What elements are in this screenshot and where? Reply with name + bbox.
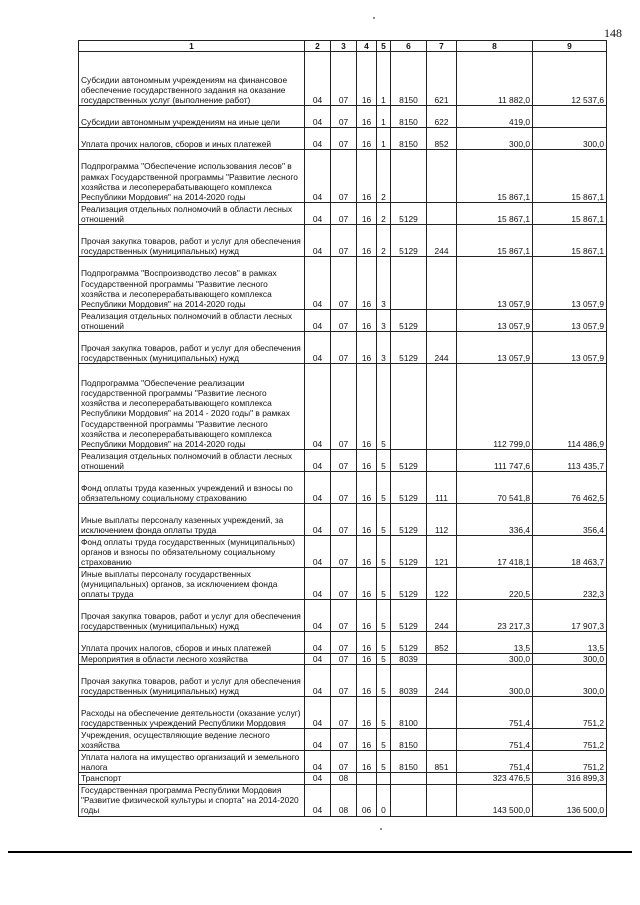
amount-cell: 220,5 — [457, 568, 533, 600]
row-name: Реализация отдельных полномочий в области лесных отношений — [79, 450, 305, 472]
code-cell: 8150 — [391, 729, 427, 751]
code-cell: 16 — [357, 150, 377, 203]
table-row — [79, 203, 607, 225]
code-cell: 8039 — [391, 665, 427, 697]
code-cell: 1 — [377, 52, 391, 106]
code-cell: 621 — [427, 52, 457, 106]
amount-cell: 15 867,1 — [533, 203, 607, 225]
amount-cell: 13 057,9 — [457, 310, 533, 332]
code-cell: 112 — [427, 504, 457, 536]
table-row — [79, 225, 607, 257]
amount-cell: 143 500,0 — [457, 784, 533, 816]
code-cell — [391, 773, 427, 784]
code-cell: 07 — [331, 654, 357, 665]
code-cell: 04 — [305, 106, 331, 128]
budget-table — [78, 40, 607, 817]
column-header: 2 — [305, 41, 331, 52]
code-cell: 5 — [377, 654, 391, 665]
code-cell: 5129 — [391, 600, 427, 632]
row-name: Мероприятия в области лесного хозяйства — [79, 654, 305, 665]
code-cell: 04 — [305, 257, 331, 310]
code-cell — [391, 784, 427, 816]
column-header: 5 — [377, 41, 391, 52]
table-row — [79, 632, 607, 654]
row-name: Реализация отдельных полномочий в области лесных отношений — [79, 203, 305, 225]
code-cell — [427, 364, 457, 450]
code-cell: 07 — [331, 568, 357, 600]
code-cell: 16 — [357, 52, 377, 106]
code-cell: 04 — [305, 225, 331, 257]
table-row — [79, 364, 607, 450]
code-cell — [427, 697, 457, 729]
code-cell: 07 — [331, 310, 357, 332]
amount-cell: 17 907,3 — [533, 600, 607, 632]
code-cell: 8039 — [391, 654, 427, 665]
amount-cell: 751,4 — [457, 751, 533, 773]
code-cell: 07 — [331, 106, 357, 128]
code-cell: 5129 — [391, 332, 427, 364]
scan-speck — [380, 828, 382, 830]
amount-cell: 300,0 — [457, 654, 533, 665]
row-name: Прочая закупка товаров, работ и услуг для обеспечения государственных (муниципальных) нужд — [79, 225, 305, 257]
amount-cell: 13 057,9 — [457, 332, 533, 364]
row-name: Государственная программа Республики Мордовия "Развитие физической культуры и спорта" на 2014-2020 годы — [79, 784, 305, 816]
code-cell: 04 — [305, 52, 331, 106]
code-cell: 8150 — [391, 106, 427, 128]
amount-cell: 15 867,1 — [533, 150, 607, 203]
code-cell: 08 — [331, 784, 357, 816]
amount-cell: 300,0 — [533, 128, 607, 150]
amount-cell: 300,0 — [533, 654, 607, 665]
row-name: Уплата прочих налогов, сборов и иных платежей — [79, 632, 305, 654]
amount-cell: 70 541,8 — [457, 472, 533, 504]
code-cell: 04 — [305, 784, 331, 816]
amount-cell: 15 867,1 — [457, 203, 533, 225]
table-row — [79, 654, 607, 665]
amount-cell — [533, 106, 607, 128]
code-cell: 07 — [331, 450, 357, 472]
code-cell — [357, 773, 377, 784]
code-cell: 5 — [377, 600, 391, 632]
amount-cell: 751,2 — [533, 697, 607, 729]
code-cell: 111 — [427, 472, 457, 504]
table-row — [79, 665, 607, 697]
code-cell — [427, 257, 457, 310]
code-cell: 04 — [305, 150, 331, 203]
table-row — [79, 106, 607, 128]
code-cell: 16 — [357, 106, 377, 128]
row-name: Подпрограмма "Воспроизводство лесов" в рамках Государственной программы "Развитие лесного хозяйства и лесоперерабатывающего комплекса Республики Мордовия" на 2014-2020 годы — [79, 257, 305, 310]
row-name: Субсидии автономным учреждениям на иные цели — [79, 106, 305, 128]
code-cell: 5 — [377, 751, 391, 773]
table-row — [79, 450, 607, 472]
row-name: Расходы на обеспечение деятельности (оказание услуг) государственных учреждений Республики Мордовия — [79, 697, 305, 729]
code-cell: 16 — [357, 203, 377, 225]
page-number: 148 — [604, 26, 622, 40]
code-cell: 5129 — [391, 450, 427, 472]
code-cell: 04 — [305, 697, 331, 729]
table-row — [79, 729, 607, 751]
code-cell: 852 — [427, 632, 457, 654]
code-cell: 04 — [305, 632, 331, 654]
column-header: 7 — [427, 41, 457, 52]
code-cell: 04 — [305, 128, 331, 150]
code-cell: 16 — [357, 600, 377, 632]
code-cell: 07 — [331, 225, 357, 257]
table-row — [79, 52, 607, 106]
code-cell: 16 — [357, 665, 377, 697]
column-header: 8 — [457, 41, 533, 52]
amount-cell: 13 057,9 — [533, 310, 607, 332]
code-cell — [427, 203, 457, 225]
table-row — [79, 472, 607, 504]
code-cell: 07 — [331, 364, 357, 450]
code-cell: 5129 — [391, 504, 427, 536]
amount-cell: 76 462,5 — [533, 472, 607, 504]
amount-cell: 419,0 — [457, 106, 533, 128]
code-cell: 5129 — [391, 568, 427, 600]
page-bottom-rule — [8, 851, 632, 853]
code-cell: 04 — [305, 773, 331, 784]
amount-cell: 111 747,6 — [457, 450, 533, 472]
code-cell: 3 — [377, 310, 391, 332]
code-cell: 04 — [305, 536, 331, 568]
code-cell: 244 — [427, 665, 457, 697]
row-name: Прочая закупка товаров, работ и услуг для обеспечения государственных (муниципальных) нужд — [79, 332, 305, 364]
code-cell: 121 — [427, 536, 457, 568]
code-cell: 244 — [427, 332, 457, 364]
code-cell: 04 — [305, 729, 331, 751]
code-cell: 2 — [377, 150, 391, 203]
code-cell: 5 — [377, 697, 391, 729]
amount-cell: 300,0 — [457, 665, 533, 697]
code-cell: 8150 — [391, 128, 427, 150]
amount-cell: 356,4 — [533, 504, 607, 536]
column-header: 1 — [79, 41, 305, 52]
code-cell: 04 — [305, 332, 331, 364]
code-cell: 16 — [357, 364, 377, 450]
code-cell: 5129 — [391, 310, 427, 332]
code-cell: 16 — [357, 729, 377, 751]
column-header: 4 — [357, 41, 377, 52]
code-cell: 16 — [357, 751, 377, 773]
code-cell: 5129 — [391, 536, 427, 568]
code-cell: 07 — [331, 150, 357, 203]
code-cell: 07 — [331, 128, 357, 150]
row-name: Иные выплаты персоналу государственных (муниципальных) органов, за исключением фонда оплаты труда — [79, 568, 305, 600]
code-cell: 07 — [331, 203, 357, 225]
code-cell: 04 — [305, 665, 331, 697]
code-cell — [427, 150, 457, 203]
amount-cell: 751,4 — [457, 697, 533, 729]
amount-cell: 23 217,3 — [457, 600, 533, 632]
code-cell: 07 — [331, 751, 357, 773]
column-header: 6 — [391, 41, 427, 52]
code-cell: 1 — [377, 106, 391, 128]
code-cell — [427, 784, 457, 816]
code-cell: 04 — [305, 600, 331, 632]
code-cell: 8100 — [391, 697, 427, 729]
code-cell: 07 — [331, 257, 357, 310]
code-cell: 1 — [377, 128, 391, 150]
amount-cell: 112 799,0 — [457, 364, 533, 450]
code-cell: 244 — [427, 600, 457, 632]
code-cell: 622 — [427, 106, 457, 128]
code-cell: 3 — [377, 257, 391, 310]
code-cell: 5 — [377, 568, 391, 600]
table-row — [79, 332, 607, 364]
row-name: Транспорт — [79, 773, 305, 784]
code-cell: 122 — [427, 568, 457, 600]
amount-cell: 11 882,0 — [457, 52, 533, 106]
table-row — [79, 751, 607, 773]
code-cell: 16 — [357, 257, 377, 310]
code-cell: 16 — [357, 332, 377, 364]
amount-cell: 113 435,7 — [533, 450, 607, 472]
code-cell: 04 — [305, 450, 331, 472]
code-cell: 07 — [331, 536, 357, 568]
code-cell: 04 — [305, 310, 331, 332]
table-row — [79, 504, 607, 536]
code-cell: 16 — [357, 697, 377, 729]
code-cell: 5 — [377, 729, 391, 751]
amount-cell: 13,5 — [533, 632, 607, 654]
row-name: Прочая закупка товаров, работ и услуг для обеспечения государственных (муниципальных) нужд — [79, 665, 305, 697]
code-cell: 04 — [305, 203, 331, 225]
code-cell: 07 — [331, 600, 357, 632]
table-row — [79, 697, 607, 729]
amount-cell: 114 486,9 — [533, 364, 607, 450]
column-number-row — [79, 41, 607, 52]
code-cell: 5129 — [391, 472, 427, 504]
code-cell: 07 — [331, 472, 357, 504]
row-name: Реализация отдельных полномочий в области лесных отношений — [79, 310, 305, 332]
amount-cell: 13 057,9 — [457, 257, 533, 310]
amount-cell: 18 463,7 — [533, 536, 607, 568]
code-cell: 5 — [377, 364, 391, 450]
code-cell: 16 — [357, 225, 377, 257]
amount-cell: 232,3 — [533, 568, 607, 600]
code-cell — [427, 310, 457, 332]
code-cell: 5 — [377, 632, 391, 654]
amount-cell: 12 537,6 — [533, 52, 607, 106]
code-cell: 16 — [357, 450, 377, 472]
code-cell: 07 — [331, 632, 357, 654]
code-cell: 0 — [377, 784, 391, 816]
code-cell: 07 — [331, 697, 357, 729]
amount-cell: 751,2 — [533, 751, 607, 773]
code-cell: 8150 — [391, 52, 427, 106]
amount-cell: 323 476,5 — [457, 773, 533, 784]
amount-cell: 136 500,0 — [533, 784, 607, 816]
code-cell: 07 — [331, 504, 357, 536]
code-cell: 04 — [305, 504, 331, 536]
code-cell — [427, 773, 457, 784]
code-cell — [427, 450, 457, 472]
table-row — [79, 536, 607, 568]
amount-cell: 316 899,3 — [533, 773, 607, 784]
row-name: Фонд оплаты труда государственных (муниципальных) органов и взносы по обязательному социальному страхованию — [79, 536, 305, 568]
table-row — [79, 568, 607, 600]
amount-cell: 15 867,1 — [457, 225, 533, 257]
table-row — [79, 257, 607, 310]
amount-cell: 13 057,9 — [533, 332, 607, 364]
code-cell: 2 — [377, 203, 391, 225]
code-cell: 16 — [357, 128, 377, 150]
code-cell: 16 — [357, 654, 377, 665]
code-cell: 3 — [377, 332, 391, 364]
code-cell: 16 — [357, 472, 377, 504]
code-cell: 08 — [331, 773, 357, 784]
code-cell: 07 — [331, 52, 357, 106]
amount-cell: 751,2 — [533, 729, 607, 751]
code-cell: 2 — [377, 225, 391, 257]
scan-speck — [373, 17, 375, 19]
code-cell: 16 — [357, 310, 377, 332]
table-row — [79, 128, 607, 150]
column-header: 9 — [533, 41, 607, 52]
code-cell: 04 — [305, 472, 331, 504]
code-cell: 07 — [331, 332, 357, 364]
amount-cell: 300,0 — [533, 665, 607, 697]
code-cell: 07 — [331, 665, 357, 697]
code-cell: 16 — [357, 568, 377, 600]
table-row — [79, 773, 607, 784]
code-cell: 851 — [427, 751, 457, 773]
code-cell: 04 — [305, 364, 331, 450]
code-cell: 5129 — [391, 203, 427, 225]
code-cell: 5 — [377, 450, 391, 472]
code-cell: 16 — [357, 536, 377, 568]
table-row — [79, 310, 607, 332]
code-cell: 16 — [357, 504, 377, 536]
code-cell — [427, 729, 457, 751]
code-cell — [391, 364, 427, 450]
amount-cell: 300,0 — [457, 128, 533, 150]
code-cell — [391, 150, 427, 203]
code-cell: 8150 — [391, 751, 427, 773]
row-name: Прочая закупка товаров, работ и услуг для обеспечения государственных (муниципальных) нужд — [79, 600, 305, 632]
row-name: Субсидии автономным учреждениям на финансовое обеспечение государственного задания на оказание государственных услуг (выполнение работ) — [79, 52, 305, 106]
table-row — [79, 600, 607, 632]
amount-cell: 15 867,1 — [457, 150, 533, 203]
row-name: Учреждения, осуществляющие ведение лесного хозяйства — [79, 729, 305, 751]
code-cell — [427, 654, 457, 665]
row-name: Иные выплаты персоналу казенных учреждений, за исключением фонда оплаты труда — [79, 504, 305, 536]
code-cell: 5 — [377, 665, 391, 697]
code-cell: 04 — [305, 654, 331, 665]
code-cell — [391, 257, 427, 310]
row-name: Подпрограмма "Обеспечение использования лесов" в рамках Государственной программы "Развитие лесного хозяйства и лесоперерабатывающего комплекса Республики Мордовия" на 2014-2020 годы — [79, 150, 305, 203]
amount-cell: 751,4 — [457, 729, 533, 751]
code-cell: 5129 — [391, 632, 427, 654]
code-cell: 07 — [331, 729, 357, 751]
amount-cell: 17 418,1 — [457, 536, 533, 568]
row-name: Фонд оплаты труда казенных учреждений и взносы по обязательному социальному страхованию — [79, 472, 305, 504]
code-cell: 5 — [377, 504, 391, 536]
amount-cell: 15 867,1 — [533, 225, 607, 257]
row-name: Уплата налога на имущество организаций и земельного налога — [79, 751, 305, 773]
code-cell: 852 — [427, 128, 457, 150]
code-cell: 5 — [377, 536, 391, 568]
amount-cell: 13,5 — [457, 632, 533, 654]
code-cell: 244 — [427, 225, 457, 257]
code-cell: 16 — [357, 632, 377, 654]
table-row — [79, 784, 607, 816]
row-name: Подпрограмма "Обеспечение реализации государственной программы "Развитие лесного хозяйства и лесоперерабатывающего комплекса Республики Мордовия" на 2014 - 2020 годы" в рамках Государственной программы "Развитие лесного хозяйства и лесоперерабатывающего комплекса Республики Мордовия" на 2014-2020 годы — [79, 364, 305, 450]
table-row — [79, 150, 607, 203]
column-header: 3 — [331, 41, 357, 52]
code-cell: 06 — [357, 784, 377, 816]
amount-cell: 336,4 — [457, 504, 533, 536]
code-cell: 5129 — [391, 225, 427, 257]
row-name: Уплата прочих налогов, сборов и иных платежей — [79, 128, 305, 150]
amount-cell: 13 057,9 — [533, 257, 607, 310]
code-cell: 04 — [305, 751, 331, 773]
code-cell: 5 — [377, 472, 391, 504]
code-cell — [377, 773, 391, 784]
code-cell: 04 — [305, 568, 331, 600]
